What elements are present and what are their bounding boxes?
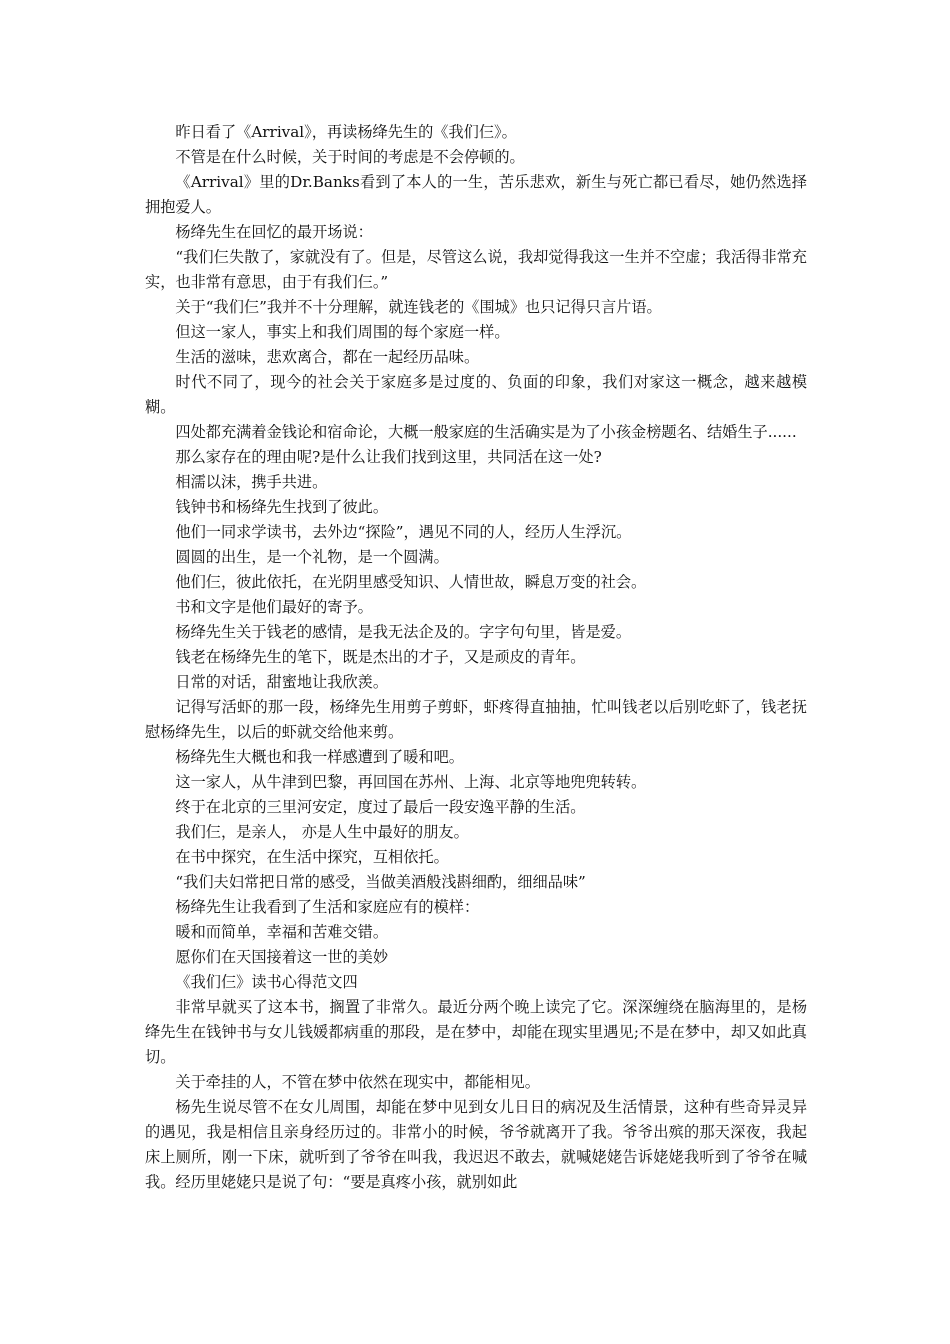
- paragraph: 愿你们在天国接着这一世的美妙: [175, 948, 389, 966]
- paragraph: 关于牵挂的人，不管在梦中依然在现实中，都能相见。: [175, 1073, 540, 1091]
- paragraph: 钱钟书和杨绛先生找到了彼此。: [175, 498, 389, 516]
- paragraph: 时代不同了，现今的社会关于家庭多是过度的、负面的印象，我们对家这一概念，越来越模糊。: [145, 373, 807, 416]
- paragraph: 昨日看了《Arrival》，再读杨绛先生的《我们仨》。: [175, 123, 517, 141]
- section-heading: 《我们仨》读书心得范文四: [175, 973, 358, 991]
- paragraph: 生活的滋味，悲欢离合，都在一起经历品味。: [175, 348, 480, 366]
- paragraph: “我们仨失散了，家就没有了。但是，尽管这么说，我却觉得我这一生并不空虚；我活得非常充实，也非常有意思，由于有我们仨。”: [145, 248, 807, 291]
- paragraph: 我们仨，是亲人， 亦是人生中最好的朋友。: [175, 823, 469, 841]
- paragraph: 记得写活虾的那一段，杨绛先生用剪子剪虾，虾疼得直抽抽，忙叫钱老以后别吃虾了，钱老抚慰杨绛先生，以后的虾就交给他来剪。: [145, 698, 807, 741]
- paragraph: 终于在北京的三里河安定，度过了最后一段安逸平静的生活。: [175, 798, 586, 816]
- paragraph: 不管是在什么时候，关于时间的考虑是不会停顿的。: [175, 148, 525, 166]
- document-body: [145, 120, 807, 1195]
- paragraph: 在书中探究，在生活中探究，互相依托。: [175, 848, 449, 866]
- paragraph: 杨先生说尽管不在女儿周围，却能在梦中见到女儿日日的病况及生活情景，这种有些奇异灵异的遇见，我是相信且亲身经历过的。非常小的时候，爷爷就离开了我。爷爷出殡的那天深夜，我起床上厕所，刚一下床，就听到了爷爷在叫我，我迟迟不敢去，就喊姥姥告诉姥姥我听到了爷爷在喊我。经历里姥姥只是说了句：“要是真疼小孩，就别如此: [145, 1098, 807, 1191]
- paragraph: 暖和而简单，幸福和苦难交错。: [175, 923, 389, 941]
- paragraph: 四处都充满着金钱论和宿命论，大概一般家庭的生活确实是为了小孩金榜题名、结婚生子......: [175, 423, 797, 441]
- paragraph: 日常的对话，甜蜜地让我欣羡。: [175, 673, 389, 691]
- paragraph: 非常早就买了这本书，搁置了非常久。最近分两个晚上读完了它。深深缠绕在脑海里的，是杨绛先生在钱钟书与女儿钱媛都病重的那段，是在梦中，却能在现实里遇见;不是在梦中，却又如此真切。: [145, 998, 807, 1066]
- paragraph: 杨绛先生在回忆的最开场说：: [175, 223, 373, 241]
- paragraph: 钱老在杨绛先生的笔下，既是杰出的才子，又是顽皮的青年。: [175, 648, 586, 666]
- paragraph: 相濡以沫，携手共进。: [175, 473, 328, 491]
- paragraph: 《Arrival》里的Dr.Banks看到了本人的一生，苦乐悲欢，新生与死亡都已看尽，她仍然选择拥抱爱人。: [145, 173, 807, 216]
- paragraph: 他们一同求学读书，去外边“探险”，遇见不同的人，经历人生浮沉。: [175, 523, 632, 541]
- paragraph: “我们夫妇常把日常的感受，当做美酒般浅斟细酌，细细品味”: [175, 873, 586, 891]
- paragraph: 杨绛先生大概也和我一样感遭到了暖和吧。: [175, 748, 464, 766]
- paragraph: 书和文字是他们最好的寄予。: [175, 598, 373, 616]
- paragraph: 杨绛先生让我看到了生活和家庭应有的模样：: [175, 898, 480, 916]
- paragraph: 关于“我们仨”我并不十分理解，就连钱老的《围城》也只记得只言片语。: [175, 298, 662, 316]
- paragraph: 他们仨，彼此依托，在光阴里感受知识、人情世故，瞬息万变的社会。: [175, 573, 647, 591]
- paragraph: 但这一家人，事实上和我们周围的每个家庭一样。: [175, 323, 510, 341]
- paragraph: 这一家人，从牛津到巴黎，再回国在苏州、上海、北京等地兜兜转转。: [175, 773, 647, 791]
- paragraph: 那么家存在的理由呢?是什么让我们找到这里，共同活在这一处?: [175, 448, 602, 466]
- paragraph: 杨绛先生关于钱老的感情，是我无法企及的。字字句句里，皆是爱。: [175, 623, 632, 641]
- paragraph: 圆圆的出生，是一个礼物，是一个圆满。: [175, 548, 449, 566]
